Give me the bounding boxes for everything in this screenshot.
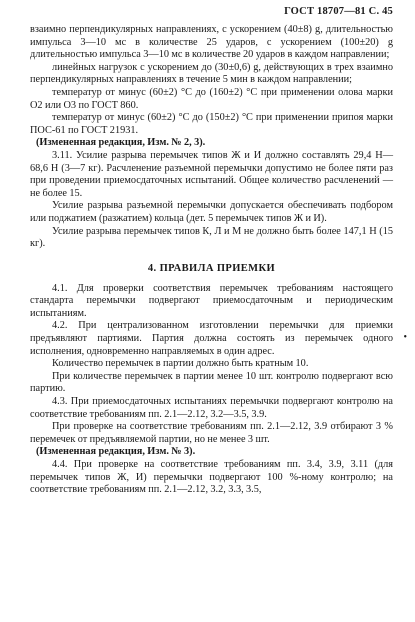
paragraph-3-11: 3.11. Усилие разрыва перемычек типов Ж и И должно составлять 29,4 Н—68,6 Н (3—7 кг). Расчленение разъемной перемычки допустимо не более пяти раз при проведении приемосдаточных испытаний. Общее количество расчленений — не более 15. xyxy=(30,149,393,199)
paragraph-4-3: 4.3. При приемосдаточных испытаниях перемычки подвергают контролю на соответствие требованиям пп. 2.1—2.12, 3.2—3.5, 3.9. xyxy=(30,396,393,420)
amendment-note: (Измененная редакция, Изм. № 2, 3). xyxy=(36,137,206,149)
paragraph: Усилие разрыва перемычек типов К, Л и М не должно быть более 147,1 Н (15 кг). xyxy=(30,225,393,250)
paragraph: Усилие разрыва разъемной перемычки допускается обеспечивать подбором или поджатием (разжатием) кольца (дет. 5 перемычек типов Ж и И). xyxy=(30,200,393,224)
paragraph: температур от минус (60±2) °С до (150±2) °С при применении припоя марки ПОС-61 по ГОСТ 21931. xyxy=(30,112,393,136)
paragraph-4-2: 4.2. При централизованном изготовлении перемычки для приемки предъявляют партиями. Партия должна состоять из перемычек одного исполнения, одновременно направляемых в один адрес. xyxy=(30,320,393,357)
amendment-note: (Измененная редакция, Изм. № 3). xyxy=(36,446,196,458)
paragraph: При количестве перемычек в партии менее 10 шт. контролю подвергают всю партию. xyxy=(30,370,393,395)
paragraph: температур от минус (60±2) °С до (160±2) °С при применении олова марки О2 или О3 по ГОСТ 860. xyxy=(30,86,393,111)
page-header: ГОСТ 18707—81 С. 45 xyxy=(284,6,393,17)
paragraph-4-1: 4.1. Для проверки соответствия перемычек требованиям настоящего стандарта перемычки подвергают приемосдаточным и периодическим испытаниям. xyxy=(30,282,393,319)
paragraph: линейных нагрузок с ускорением до (30±0,6) g, действующих в трех взаимно перпендикулярных направлениях в течение 5 мин в каждом направлении; xyxy=(30,61,393,86)
paragraph: взаимно перпендикулярных направлениях, с ускорением (40±8) g, длительностью импульса 3—10 мс в количестве 25 ударов, с ускорением (100±20) g длительностью импульса 3—10 мс в количестве 20 ударов в каждом направлении; xyxy=(30,24,393,61)
paragraph-4-4: 4.4. При проверке на соответствие требованиям пп. 3.4, 3.9, 3.11 (для перемычек типов Ж, И) перемычки подвергают 100 %-ному контролю; на соответствие требованиям пп. 2.1—2.12, 3.2, 3.3, 3.5, xyxy=(30,459,393,496)
margin-mark: • xyxy=(403,332,407,343)
section-title: 4. ПРАВИЛА ПРИЕМКИ xyxy=(147,262,276,274)
paragraph: Количество перемычек в партии должно быть кратным 10. xyxy=(52,358,309,370)
paragraph: При проверке на соответствие требованиям пп. 2.1—2.12, 3.9 отбирают 3 % перемечек от предъявляемой партии, но не менее 3 шт. xyxy=(30,421,393,445)
